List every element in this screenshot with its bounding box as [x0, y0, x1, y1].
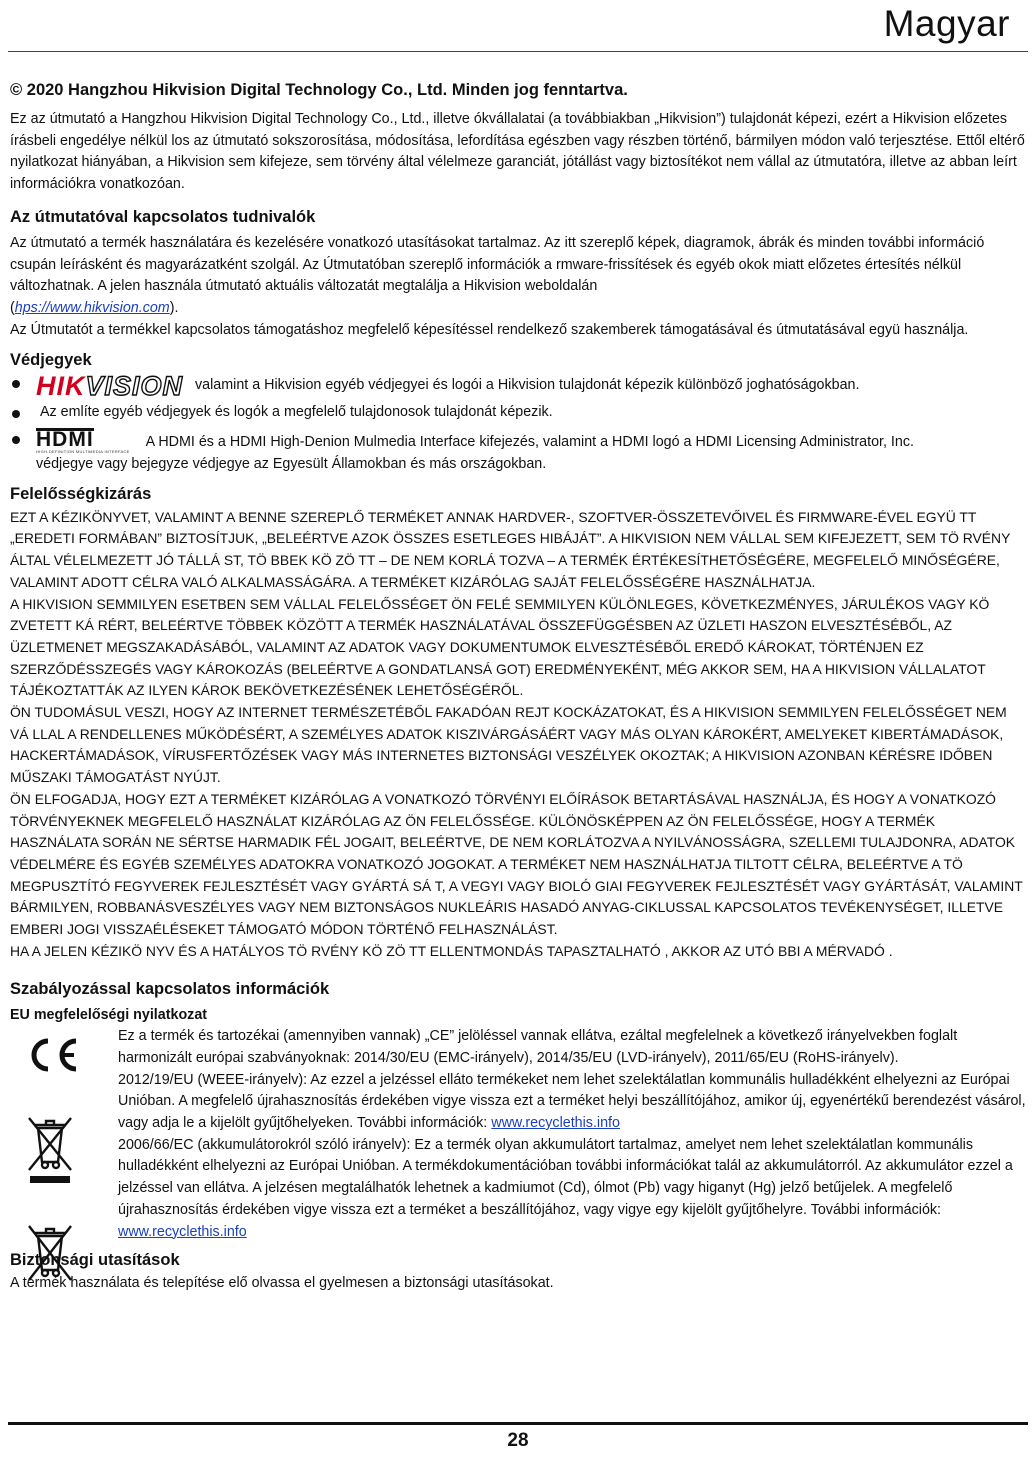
hikvision-website-link[interactable]: hps://www.hikvision.com: [14, 299, 170, 316]
battery-text: 2006/66/EC (akkumulátorokról szóló irányelv): Ez a termék olyan akkumulátort tartalmaz, amelyet nem lehet szelektálatlan kommunális hulladékként elhelyezni az Európai Unióban. A termékdokumentációban további információkat talál az akkumulátorról. Az akkumulátor ezzel a jelzéssel van ellátva. A jelzésen megtalálhatók lehetnek a kadmiumot (Cd), ólmot (Pb) vagy higanyt (Hg) jelző betűjelek. A megfelelő újrahasznosítás érdekében vigye vissza ezt a terméket a beszállítójához, vagy vigye egy kijelölt gyűjtőhelyre. További információk:: [118, 1136, 1013, 1218]
ce-mark-icon: [24, 1038, 80, 1072]
safety-text: A termék használata és telepítése elő olvassa el gyelmesen a biztonsági utasításokat.: [10, 1275, 554, 1292]
trademark-item-text: A HDMI és a HDMI High-Denion Mulmedia Interface kifejezés, valamint a HDMI logó a HDMI Licensing Administrator, Inc.: [145, 434, 914, 451]
trademark-item-text: valamint a Hikvision egyéb védjegyei és logói a Hikvision tulajdonát képezik különböző joghatóságokban.: [195, 377, 860, 394]
header-divider: [8, 51, 1028, 52]
about-text: Az útmutató a termék használatára és kezelésére vonatkozó utasításokat tartalmaz. Az itt szereplő képek, diagramok, ábrák és minden további információ csupán leírásként és magyarázatként szolgál. Az Útmutatóban szereplő információk a rmware-frissítések és egyéb okok miatt előzetes értesítés nélkül változhatnak. A jelen használa útmutató aktuális változatát megtalálja a Hikvision weboldalán: [10, 234, 985, 295]
weee-text: 2012/19/EU (WEEE-irányelv): Az ezzel a jelzéssel elláto termékeket nem lehet szelektálatlan kommunális hulladékként elhelyezni az Európai Unióban. A megfelelő újrahasznosítás érdekében vigye vissza ezt a terméket helyi beszállítójához, amikor új, egyenértékű berendezést vásárol, vagy adja le a kijelölt gyűjtőhelyeken. További információk:: [118, 1071, 1026, 1132]
disclaimer-heading: Felelősségkizárás: [10, 484, 152, 503]
about-heading: Az útmutatóval kapcsolatos tudnivalók: [10, 207, 316, 226]
document-body: [10, 80, 1026, 1295]
page-language-label: Magyar: [883, 3, 1010, 44]
disclaimer-paragraph-5: HA A JELEN KÉZIKÖ NYV ÉS A HATÁLYOS TÖ RVÉNY KÖ ZÖ TT ELLENTMONDÁS TAPASZTALHATÓ , AKKOR AZ UTÓ BBI A MÉRVADÓ .: [10, 942, 893, 959]
about-link-close: ).: [169, 299, 179, 316]
hdmi-logo: HDMI HIGH-DEFINITION MULTIMEDIA INTERFACE: [36, 428, 130, 455]
trademark-item-text-2: védjegye vagy bejegyze védjegye az Egyesült Államokban és más országokban.: [36, 456, 547, 473]
trademark-item-text: Az említe egyéb védjegyek és logók a megfelelő tulajdonosok tulajdonát képezik.: [40, 404, 553, 421]
about-link-open: (: [10, 299, 15, 316]
copyright-body: Ez az útmutató a Hangzhou Hikvision Digital Technology Co., Ltd., illetve ókvállalatai (a továbbiakban „Hikvision”) tulajdonát képezi, ezért a Hikvision előzetes írásbeli engedélye nélkül los az útmutató sokszorosítása, módosítása, lefordítása egészben vagy részben történő, bármilyen módon való terjesztése. Ettől eltérő nyilatkozat hiányában, a Hikvision sem kifejeze, sem törvény által vélelmeze garanciát, jótállást vagy biztosítékot nem vállal az útmutatóra, illetve az abban leírt információkra vonatkozóan.: [10, 111, 1025, 193]
trademarks-heading: Védjegyek: [10, 351, 92, 370]
ce-directive-text: Ez a termék és tartozékai (amennyiben vannak) „CE” jelöléssel vannak ellátva, ezáltal megfelelnek a következő irányelvekben foglalt harmonizált európai szabványoknak: 2014/30/EU (EMC-irányelv), 2014/35/EU (LVD-irányelv), 2011/65/EU (RoHS-irányelv).: [118, 1028, 958, 1066]
copyright-symbol: ©: [10, 81, 23, 99]
page-number: 28: [507, 1430, 529, 1451]
hikvision-logo: HIKVISION: [36, 371, 184, 402]
battery-directive-text: [118, 1135, 1026, 1244]
disclaimer-paragraph-3: ÖN TUDOMÁSUL VESZI, HOGY AZ INTERNET TERMÉSZETÉBŐL FAKADÓAN REJT KOCKÁZATOKAT, ÉS A HIKVISION SEMMILYEN FELELŐSSÉGET NEM VÁ LLAL A RENDELLENES MŰKÖDÉSÉRT, A SZEMÉLYES ADATOK KISZIVÁRGÁSÁÉRT VAGY MÁS OLYAN KÁROKÉRT, AMELYEKET KIBERTÁMADÁSOK, HACKERTÁMADÁSOK, VÍRUSFERTŐZÉSEK VAGY MÁS INTERNETES BIZTONSÁGI VESZÉLYEK OKOZTAK; A HIKVISION AZONBAN KÉRÉSRE IDŐBEN MŰSZAKI TÁMOGATÁST NYÚJT.: [10, 704, 1007, 786]
trademark-item-others: [10, 402, 1026, 424]
weee-directive-text: [118, 1070, 1026, 1135]
trademark-item-hdmi: [10, 428, 1026, 476]
regulatory-block: [10, 1026, 1026, 1243]
trademark-item-hikvision: [10, 372, 1026, 400]
disclaimer-paragraph-4: ÖN ELFOGADJA, HOGY EZT A TERMÉKET KIZÁRÓLAG A VONATKOZÓ TÖRVÉNYI ELŐÍRÁSOK BETARTÁSÁVAL HASZNÁLJA, ÉS HOGY A VONATKOZÓ TÖRVÉNYEKNEK MEGFELELŐ HASZNÁLAT KIZÁRÓLAG AZ ÖN FELELŐSSÉGE. KÜLÖNÖSKÉPPEN AZ ÖN FELELŐSSÉGE, HOGY A TERMÉK HASZNÁLATA SORÁN NE SÉRTSE HARMADIK FÉL JOGAIT, BELEÉRTVE, DE NEM KORLÁTOZVA A NYILVÁNOSSÁGRA, SZELLEMI TULAJDONRA, ADATOK VÉDELMÉRE ÉS EGYÉB SZEMÉLYES ADATOKRA VONATKOZÓ JOGOKAT. A TERMÉKET NEM HASZNÁLHATJA TILTOTT CÉLRA, BELEÉRTVE A TÖ MEGPUSZTÍTÓ FEGYVEREK FEJLESZTÉSÉT VAGY GYÁRTÁ SÁ T, A VEGYI VAGY BIOLÓ GIAI FEGYVEREK FEJLESZTÉSÉT VAGY GYÁRTÁSÁT, VALAMINT BÁRMILYEN, ROBBANÁSVESZÉLYES VAGY NEM BIZTONSÁGOS NUKLEÁRIS HASADÓ ANYAG-CIKLUSSAL KAPCSOLATOS TEVÉKENYSÉGET, ILLETVE EMBERI JOGI VISSZAÉLÉSEKET TÁMOGATÓ MÓDON TÖRTÉNŐ FELHASZNÁLÁST.: [10, 790, 1023, 938]
footer-divider: [8, 1422, 1028, 1425]
battery-crossed-bin-icon: [26, 1222, 74, 1286]
battery-recycle-link[interactable]: www.recyclethis.info: [118, 1223, 247, 1240]
copyright-title: 2020 Hangzhou Hikvision Digital Technology Co., Ltd. Minden jog fenntartva.: [26, 81, 628, 99]
weee-crossed-bin-icon: [26, 1114, 74, 1186]
disclaimer-paragraph-1: EZT A KÉZIKÖNYVET, VALAMINT A BENNE SZEREPLŐ TERMÉKET ANNAK HARDVER-, SZOFTVER-ÖSSZETEVŐIVEL ÉS FIRMWARE-ÉVEL EGYÜ TT „EREDETI FORMÁBAN” BIZTOSÍTJUK, „BELEÉRTVE AZOK ÖSSZES ESETLEGES HIBÁJÁT”. A HIKVISION NEM VÁLLAL SEM KIFEJEZETT, SEM TÖ RVÉNY ÁLTAL VÉLELMEZETT JÓ TÁLLÁ ST, TÖ BBEK KÖ ZÖ TT – DE NEM KORLÁ TOZVA – A TERMÉK ÉRTÉKESÍTHETŐSÉGÉRE, MEGFELELŐ MINŐSÉGÉRE, VALAMINT ADOTT CÉLRA VALÓ ALKALMASSÁGÁRA. A TERMÉKET KIZÁRÓLAG SAJÁT FELELŐSSÉGÉRE HASZNÁLHATJA.: [10, 508, 1011, 590]
copyright-heading: [10, 80, 1026, 100]
weee-recycle-link[interactable]: www.recyclethis.info: [491, 1115, 620, 1132]
safety-heading: Biztonsági utasítások: [10, 1251, 180, 1270]
about-paragraph-2: Az Útmutatót a termékkel kapcsolatos támogatáshoz megfelelő képesítéssel rendelkező szakemberek támogatásával és útmutatásával együ használja.: [10, 321, 969, 338]
eu-conformity-subheading: EU megfelelőségi nyilatkozat: [10, 1006, 208, 1023]
disclaimer-paragraph-2: A HIKVISION SEMMILYEN ESETBEN SEM VÁLLAL FELELŐSSÉGET ÖN FELÉ SEMMILYEN KÜLÖNLEGES, KÖVETKEZMÉNYES, JÁRULÉKOS VAGY KÖ ZVETETT KÁ RÉRT, BELEÉRTVE TÖBBEK KÖZÖTT A TERMÉK HASZNÁLATÁVAL ÖSSZEFÜGGÉSBEN AZ ÜZLETI HASZON ELVESZTÉSÉBŐL, AZ ÜZLETMENET MEGSZAKADÁSÁBÓL, VALAMINT AZ ADATOK VAGY DOKUMENTUMOK ELVESZTÉSÉBŐL EREDŐ KÁROKAT, TÖRTÉNJEN EZ SZERZŐDÉSSZEGÉS VAGY KÁROKOZÁS (BELEÉRTVE A GONDATLANSÁ GOT) EREDMÉNYEKÉNT, MÉG AKKOR SEM, HA A HIKVISION VÁLLALATOT TÁJÉKOZTATTÁK AZ ILYEN KÁROK BEKÖVETKEZÉSÉNEK LEHETŐSÉGÉRŐL.: [10, 595, 990, 699]
about-paragraph: [10, 233, 1026, 320]
regulatory-heading: Szabályozással kapcsolatos információk: [10, 979, 330, 998]
trademark-list: [10, 372, 1026, 475]
